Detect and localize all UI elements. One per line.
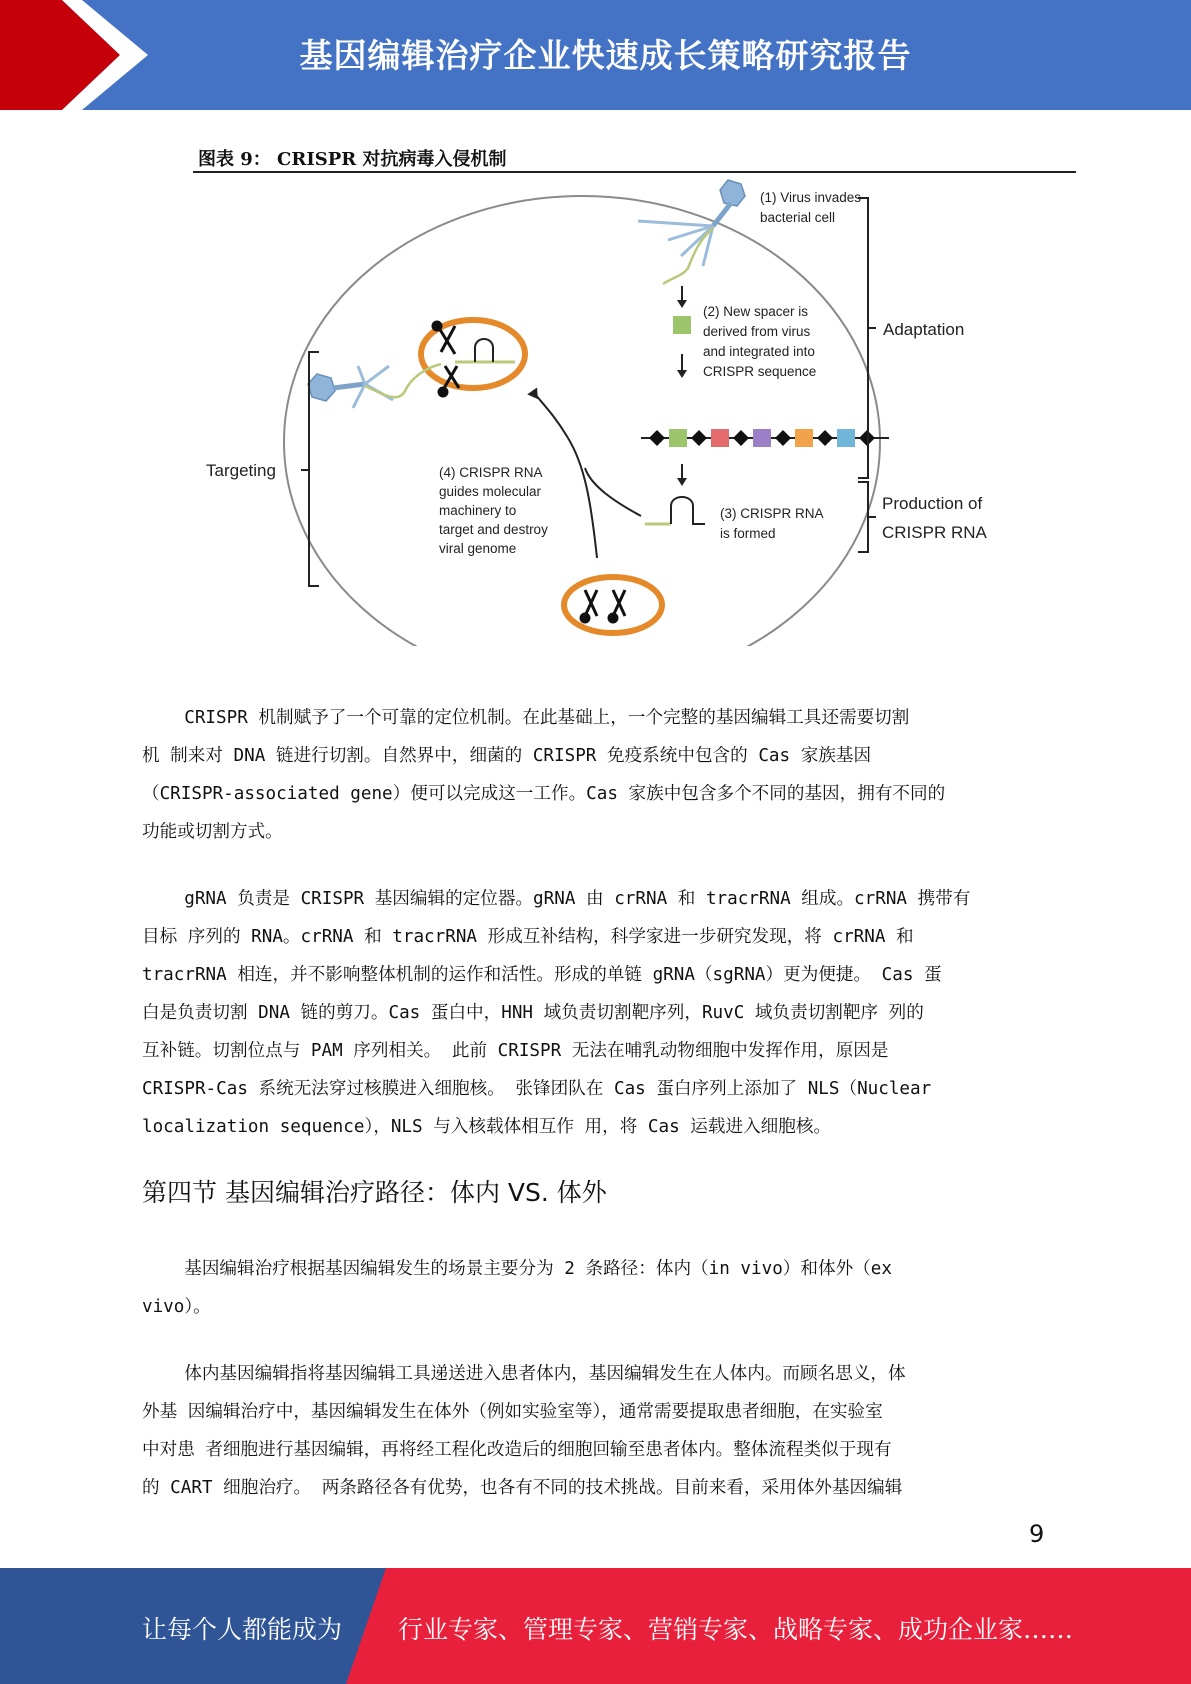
paragraph-in-vivo-ex-vivo: 体内基因编辑指将基因编辑工具递送进入患者体内，基因编辑发生在人体内。而顾名思义，体 外基 因编辑治疗中，基因编辑发生在体外（例如实验室等），通常需要提取患者细胞，在实验室 中对患 者细胞进行基因编辑，再将经工程化改造后的细胞回输至患者体内。整体流程类似于现有 的 CART 细胞治疗。 两条路径各有优势，也各有不同的技术挑战。目前来看，采用体外基因编辑 [142,1364,906,1498]
page-number: 9 [1029,1520,1045,1548]
step3-text: (3) CRISPR RNA is formed [720,506,824,541]
arrow-down-icon [677,354,687,378]
new-spacer [673,316,691,334]
paragraph-cas-mechanism: CRISPR 机制赋予了一个可靠的定位机制。在此基础上，一个完整的基因编辑工具还需要切割 机 制来对 DNA 链进行切割。自然界中，细菌的 CRISPR 免疫系统中包含的 Cas 家族基因 （CRISPR-associated gene）便可以完成这一工作。Cas 家族中包含多个不同的基因，拥有不同的 功能或切割方式。 [142,708,946,842]
footer-slogan-right: 行业专家、管理专家、营销专家、战略专家、成功企业家…… [398,1615,1074,1644]
footer-slogan-left: 让每个人都能成为 [142,1615,343,1644]
production-label: Production of CRISPR RNA [882,494,987,542]
step4-text: (4) CRISPR RNA guides molecular machinery to target and destroy viral genome [439,465,548,556]
crispr-rna-icon [645,497,705,524]
curved-arrow-icon [535,394,641,558]
caption-rule [193,171,1076,173]
paragraph-two-paths: 基因编辑治疗根据基因编辑发生的场景主要分为 2 条路径：体内（in vivo）和体外（ex vivo）。 [142,1259,892,1317]
step2-text: (2) New spacer is derived from virus and integrated into CRISPR sequence [703,304,817,379]
page-header [0,0,1191,110]
crispr-array [641,429,889,447]
step1-text: (1) Virus invades bacterial cell [760,190,862,225]
adaptation-bracket [858,198,876,478]
cas-protein-ring [564,577,662,633]
targeting-label: Targeting [206,461,276,480]
crispr-mechanism-figure [193,176,1078,648]
virus-invading-icon [638,180,745,284]
arrow-down-icon [677,464,687,486]
report-title: 基因编辑治疗企业快速成长策略研究报告 [299,36,912,75]
figure-caption: 图表 9： CRISPR 对抗病毒入侵机制 [198,149,507,170]
paragraph-grna: gRNA 负责是 CRISPR 基因编辑的定位器。gRNA 由 crRNA 和 tracrRNA 组成。crRNA 携带有 目标 序列的 RNA。crRNA 和 tracrRNA 形成互补结构，科学家进一步研究发现，将 crRNA 和 tracrRNA 相连，并不影响整体机制的运作和活性。形成的单链 gRNA（sgRNA）更为便捷。 Cas 蛋 白是负责切割 DNA 链的剪刀。Cas 蛋白中，HNH 域负责切割靶序列，RuvC 域负责切割靶序 列的 互补链。切割位点与 PAM 序列相关。 此前 CRISPR 无法在哺乳动物细胞中发挥作用，原因是 CRISPR-Cas 系统无法穿过核膜进入细胞核。 张锋团队在 Cas 蛋白序列上添加了 NLS（Nuclear localization sequence），NLS 与入核载体相互作 用，将 Cas 运载进入细胞核。 [142,889,971,1137]
adaptation-label: Adaptation [883,320,965,339]
virus-targeted-icon [308,364,441,408]
page-footer [0,1568,1191,1684]
scissors-icon [581,590,625,622]
arrow-down-icon [677,286,687,308]
section-heading: 第四节 基因编辑治疗路径：体内 VS. 体外 [142,1178,607,1207]
